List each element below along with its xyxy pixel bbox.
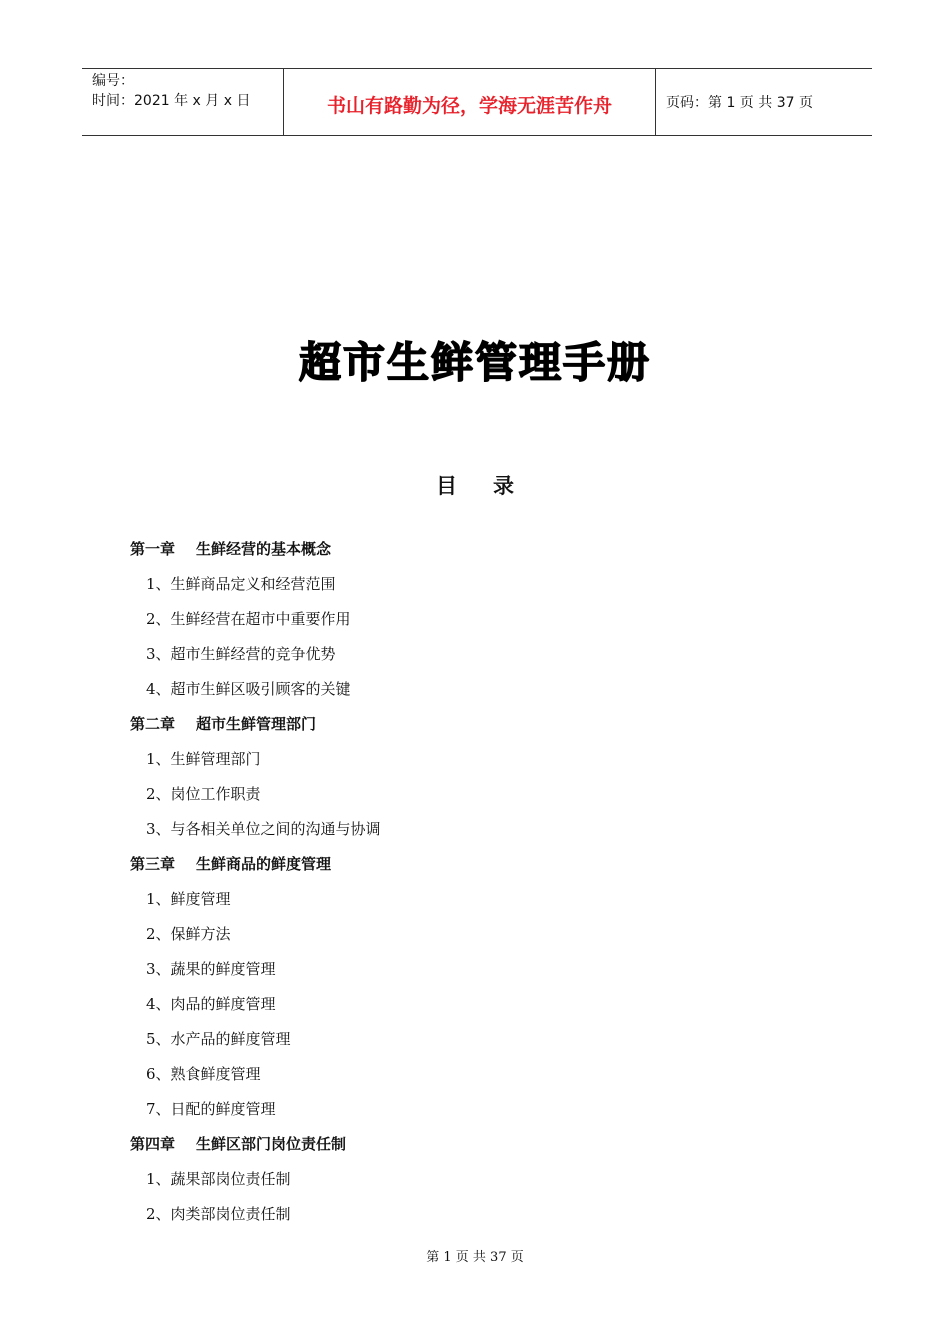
toc-item[interactable]: 4、超市生鲜区吸引顾客的关键 xyxy=(146,680,351,698)
toc-item[interactable]: 6、熟食鲜度管理 xyxy=(146,1065,261,1083)
toc-item[interactable]: 1、生鲜商品定义和经营范围 xyxy=(146,575,336,593)
toc-item[interactable]: 3、蔬果的鲜度管理 xyxy=(146,960,276,978)
toc-chapter-number: 第二章 xyxy=(130,715,176,733)
toc-item[interactable]: 2、肉类部岗位责任制 xyxy=(146,1205,291,1223)
header-meta xyxy=(82,69,284,135)
toc-chapter-number: 第三章 xyxy=(130,855,176,873)
toc-chapter-1[interactable] xyxy=(130,532,830,567)
document-number-label: 编号： xyxy=(92,73,134,89)
toc-chapter-number: 第四章 xyxy=(130,1135,176,1153)
header-motto: 书山有路勤为径，学海无涯苦作舟 xyxy=(284,69,656,135)
toc-item[interactable]: 4、肉品的鲜度管理 xyxy=(146,995,276,1013)
document-date: 时间：2021 年 x 月 x 日 xyxy=(92,93,251,109)
toc-chapter-title: 生鲜区部门岗位责任制 xyxy=(196,1135,347,1153)
toc-chapter-title: 生鲜商品的鲜度管理 xyxy=(196,855,332,873)
toc-chapter-4[interactable] xyxy=(130,1127,830,1162)
toc-chapter-2[interactable] xyxy=(130,707,830,742)
toc-heading-char-1: 目 xyxy=(436,474,457,498)
toc-item[interactable]: 2、生鲜经营在超市中重要作用 xyxy=(146,610,351,628)
toc-chapter-title: 超市生鲜管理部门 xyxy=(196,715,317,733)
header-page-info: 页码：第 1 页 共 37 页 xyxy=(666,95,813,111)
toc-chapter-3[interactable] xyxy=(130,847,830,882)
toc-heading xyxy=(0,470,950,500)
toc-item[interactable]: 5、水产品的鲜度管理 xyxy=(146,1030,291,1048)
toc-item[interactable]: 2、保鲜方法 xyxy=(146,925,231,943)
toc-chapter-number: 第一章 xyxy=(130,540,176,558)
toc-item[interactable]: 1、蔬果部岗位责任制 xyxy=(146,1170,291,1188)
toc-chapter-title: 生鲜经营的基本概念 xyxy=(196,540,332,558)
toc-item[interactable]: 3、与各相关单位之间的沟通与协调 xyxy=(146,820,381,838)
page-header xyxy=(82,68,872,136)
toc-item[interactable]: 2、岗位工作职责 xyxy=(146,785,261,803)
document-title: 超市生鲜管理手册 xyxy=(298,338,651,387)
page-footer: 第 1 页 共 37 页 xyxy=(426,1250,524,1265)
toc-item[interactable]: 7、日配的鲜度管理 xyxy=(146,1100,276,1118)
toc-item[interactable]: 1、生鲜管理部门 xyxy=(146,750,261,768)
toc-item[interactable]: 1、鲜度管理 xyxy=(146,890,231,908)
toc-item[interactable]: 3、超市生鲜经营的竞争优势 xyxy=(146,645,336,663)
toc-heading-char-2: 录 xyxy=(493,474,514,498)
table-of-contents xyxy=(130,532,830,1232)
